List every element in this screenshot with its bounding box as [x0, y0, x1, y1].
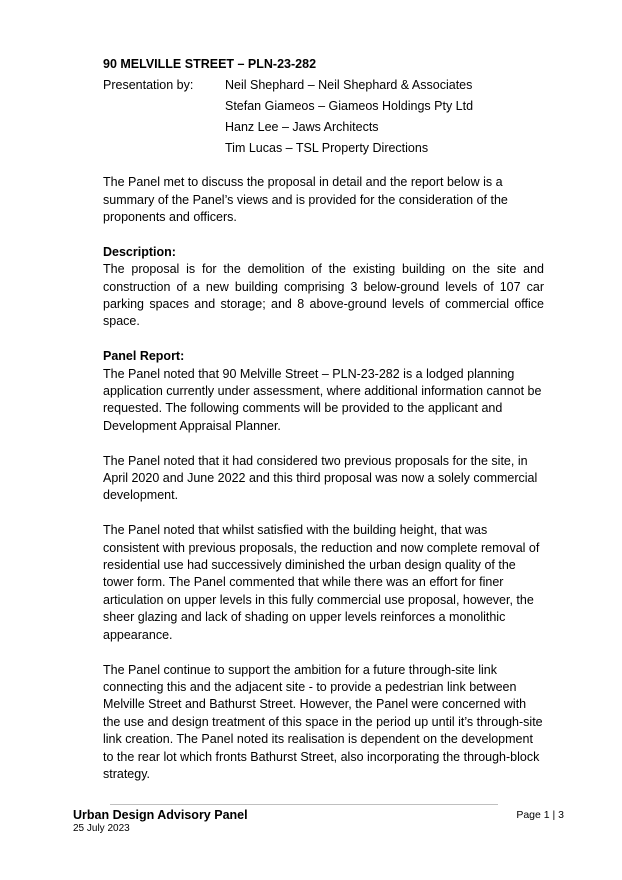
presenter-item: Tim Lucas – TSL Property Directions — [225, 140, 429, 155]
page-number: Page 1 | 3 — [516, 809, 564, 821]
document-title: 90 MELVILLE STREET – PLN-23-282 — [103, 57, 317, 71]
footer-organisation: Urban Design Advisory Panel — [73, 808, 248, 822]
panel-report-paragraph: The Panel continue to support the ambition for a future through-site link connecting this and the adjacent site - to provide a pedestrian link between Melville Street and Bathurst Street. However, the Panel were concerned with the use and design treatment of this space in the period up until it’s through-site link creation. The Panel noted its realisation is dependent on the development to the rear lot which fronts Bathurst Street, also incorporating the through-block strategy. — [103, 662, 543, 781]
footer-date: 25 July 2023 — [73, 823, 130, 834]
panel-report-paragraph: The Panel noted that whilst satisfied with the building height, that was consistent with previous proposals, the reduction and now complete removal of residential use had successively diminished the urban design quality of the tower form. The Panel commented that while there was an effort for finer articulation on upper levels in this fully commercial use proposal, however, the sheer glazing and lack of shading on upper levels reinforces a monolithic appearance. — [103, 523, 540, 642]
footer-left — [73, 807, 248, 835]
description-text: The proposal is for the demolition of the existing building on the site and construction of a new building comprising 3 below-ground levels of 107 car parking spaces and storage; and 8 above-ground levels of commercial office space. — [103, 262, 544, 329]
page-content — [103, 56, 544, 801]
presenters-block — [103, 77, 544, 157]
presentation-label: Presentation by: — [103, 78, 194, 93]
panel-report-heading: Panel Report: — [103, 349, 185, 364]
panel-report-paragraph: The Panel noted that 90 Melville Street – PLN-23-282 is a lodged planning application currently under assessment, where additional information cannot be requested. The following comments will be provided to the applicant and Development Appraisal Planner. — [103, 366, 542, 433]
footer-divider — [110, 804, 498, 805]
presenter-item: Stefan Giameos – Giameos Holdings Pty Ltd — [225, 99, 474, 114]
intro-paragraph: The Panel met to discuss the proposal in detail and the report below is a summary of the Panel’s views and is provided for the consideration of the proponents and officers. — [103, 175, 508, 225]
presenter-list — [225, 77, 544, 157]
description-heading: Description: — [103, 244, 176, 259]
presenter-item: Neil Shephard – Neil Shephard & Associates — [225, 78, 473, 93]
panel-report-paragraph: The Panel noted that it had considered two previous proposals for the site, in April 2020 and June 2022 and this third proposal was now a solely commercial development. — [103, 453, 538, 503]
presenter-item: Hanz Lee – Jaws Architects — [225, 120, 379, 134]
